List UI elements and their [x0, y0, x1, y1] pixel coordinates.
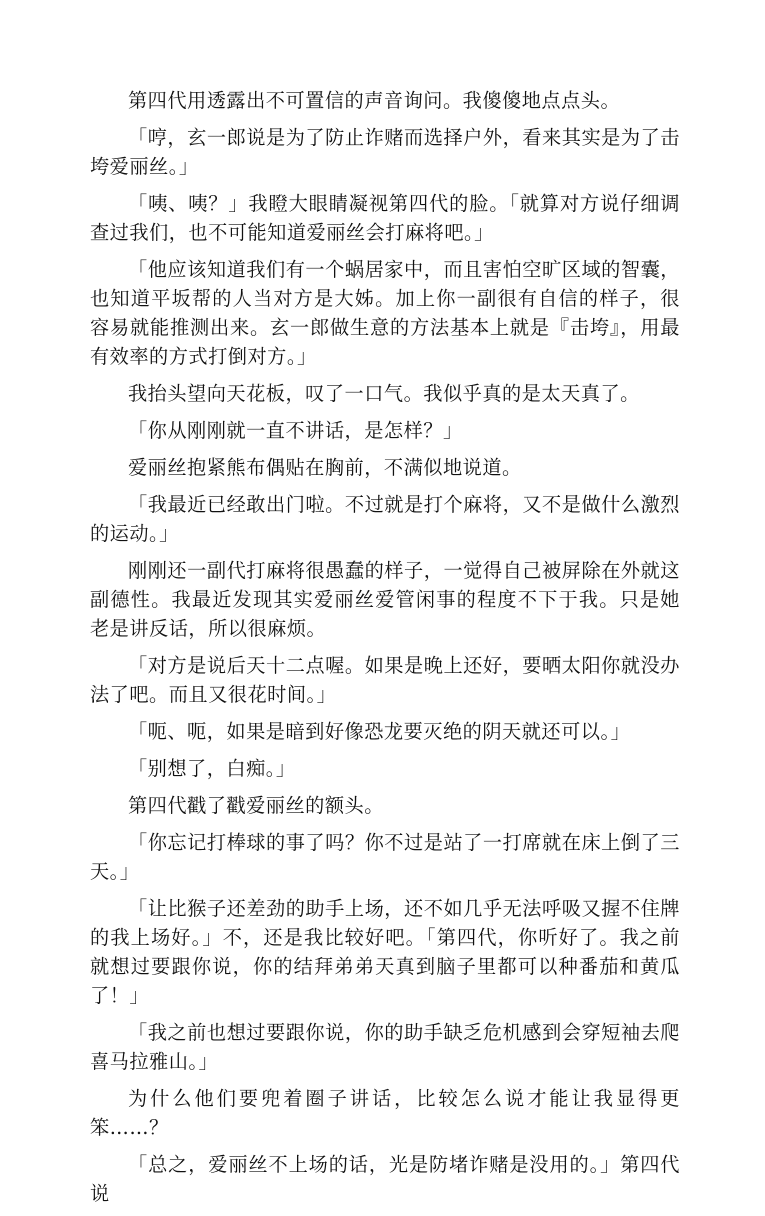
paragraph: 刚刚还一副代打麻将很愚蠢的样子，一觉得自己被屏除在外就这副德性。我最近发现其实爱丽丝爱管闲事的程度不下于我。只是她老是讲反话，所以很麻烦。: [90, 559, 680, 640]
paragraph: 「我最近已经敢出门啦。不过就是打个麻将，又不是做什么激烈的运动。」: [90, 493, 680, 545]
paragraph: 「哼，玄一郎说是为了防止诈赌而选择户外，看来其实是为了击垮爱丽丝。」: [90, 126, 680, 178]
paragraph: 「你忘记打棒球的事了吗？你不过是站了一打席就在床上倒了三天。」: [90, 831, 680, 883]
paragraph: 「他应该知道我们有一个蜗居家中，而且害怕空旷区域的智囊，也知道平坂帮的人当对方是大姊。加上你一副很有自信的样子，很容易就能推测出来。玄一郎做生意的方法基本上就是『击垮』，用最有效率的方式打倒对方。」: [90, 258, 680, 368]
paragraph: 「让比猴子还差劲的助手上场，还不如几乎无法呼吸又握不住牌的我上场好。」不，还是我比较好吧。「第四代，你听好了。我之前就想过要跟你说，你的结拜弟弟天真到脑子里都可以种番茄和黄瓜了！」: [90, 897, 680, 1007]
paragraph: 「总之，爱丽丝不上场的话，光是防堵诈赌是没用的。」第四代说: [90, 1153, 680, 1205]
paragraph: 第四代用透露出不可置信的声音询问。我傻傻地点点头。: [128, 89, 621, 112]
paragraph: 「咦、咦？」我瞪大眼睛凝视第四代的脸。「就算对方说仔细调查过我们，也不可能知道爱丽丝会打麻将吧。」: [90, 192, 680, 244]
paragraph: 「我之前也想过要跟你说，你的助手缺乏危机感到会穿短袖去爬喜马拉雅山。」: [90, 1021, 680, 1073]
paragraph: 第四代戳了戳爱丽丝的额头。: [128, 794, 384, 817]
paragraph: 「你从刚刚就一直不讲话，是怎样？」: [128, 419, 463, 442]
paragraph: 我抬头望向天花板，叹了一口气。我似乎真的是太天真了。: [128, 382, 640, 405]
paragraph: 爱丽丝抱紧熊布偶贴在胸前，不满似地说道。: [128, 456, 522, 479]
paragraph: 「别想了，白痴。」: [128, 757, 296, 780]
paragraph: 为什么他们要兜着圈子讲话，比较怎么说才能让我显得更笨……？: [90, 1087, 680, 1139]
paragraph: 「对方是说后天十二点喔。如果是晚上还好，要晒太阳你就没办法了吧。而且又很花时间。」: [90, 654, 680, 706]
paragraph: 「呃、呃，如果是暗到好像恐龙要灭绝的阴天就还可以。」: [128, 720, 631, 743]
document-page: [90, 86, 680, 1216]
